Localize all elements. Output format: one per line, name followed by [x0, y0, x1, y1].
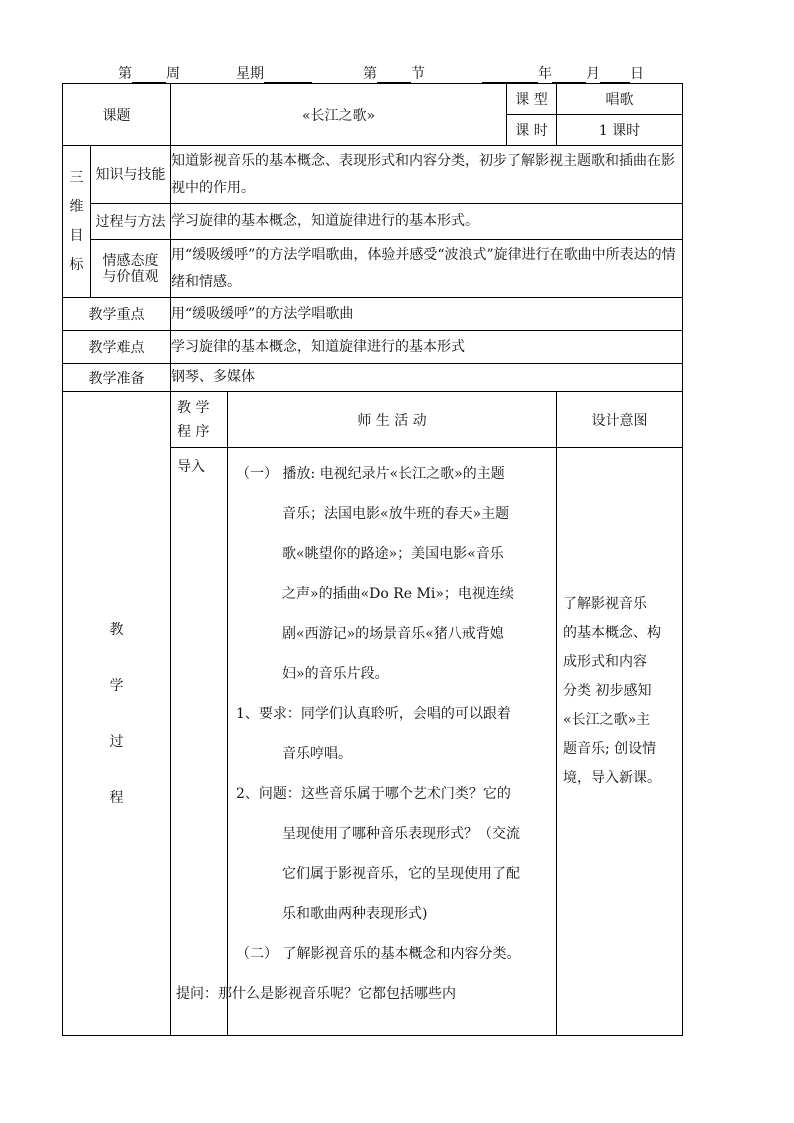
- preparation-label: 教学准备: [63, 364, 171, 392]
- intent-line-7: 境，导入新课。: [563, 770, 662, 786]
- col-step-line1: 教 学: [177, 399, 210, 416]
- topic-row: [63, 84, 683, 115]
- hours-value: 1 课时: [557, 115, 683, 146]
- key-point-text: 用“缓吸缓呼”的方法学唱歌曲: [171, 298, 683, 331]
- week-suffix: 周: [166, 66, 180, 82]
- activity-line-14: 提问：那什么是影视音乐呢？它都包括哪些内: [176, 986, 456, 1002]
- goal-label-emotion-line1: 情感态度: [102, 252, 159, 269]
- goal-row-emotion: [63, 240, 683, 298]
- section-blank: [377, 68, 411, 83]
- section-suffix: 节: [411, 66, 425, 82]
- activity-line-4: 之声»的插曲«Do Re Mi»；电视连续: [282, 586, 514, 602]
- col-intent-header: 设计意图: [557, 392, 683, 448]
- weekday-field: [236, 63, 312, 83]
- activity-line-7: 1、要求：同学们认真聆听，会唱的可以跟着: [236, 706, 511, 722]
- process-char-3: 过: [109, 733, 124, 750]
- hours-label: 课 时: [507, 115, 557, 146]
- process-header-row: [63, 392, 683, 448]
- weekday-blank: [264, 68, 312, 83]
- preparation-row: [63, 364, 683, 392]
- activity-line-2: 音乐；法国电影«放牛班的春天»主题: [282, 506, 510, 522]
- section-prefix: 第: [363, 66, 377, 82]
- topic-label: 课题: [63, 84, 171, 146]
- date-field: [482, 63, 644, 83]
- intent-line-2: 的基本概念、构: [563, 625, 662, 641]
- difficult-point-label: 教学难点: [63, 331, 171, 364]
- day-label: 日: [630, 66, 644, 82]
- activity-line-1: （一） 播放: 电视纪录片«长江之歌»的主题: [236, 466, 505, 482]
- activity-line-6: 妇»的音乐片段。: [282, 666, 389, 682]
- intent-line-6: 题音乐; 创设情: [563, 741, 657, 757]
- intent-line-1: 了解影视音乐: [563, 596, 648, 612]
- activity-line-5: 剧«西游记»的场景音乐«猪八戒背媳: [282, 626, 504, 642]
- intent-line-5: «长江之歌»主: [563, 712, 651, 728]
- intent-line-3: 成形式和内容: [563, 654, 648, 670]
- process-char-2: 学: [109, 677, 124, 694]
- topic-value: «长江之歌»: [171, 84, 507, 146]
- col-activity-header: 师 生 活 动: [228, 392, 557, 448]
- goal-label-process: 过程与方法: [91, 204, 171, 240]
- week-blank: [132, 68, 166, 83]
- difficult-point-row: [63, 331, 683, 364]
- difficult-point-text: 学习旋律的基本概念，知道旋律进行的基本形式: [171, 331, 683, 364]
- step-cell: 导入: [171, 448, 228, 1036]
- section-field: [363, 63, 425, 83]
- weekday-label: 星期: [236, 66, 264, 82]
- goal-label-knowledge: 知识与技能: [91, 146, 171, 204]
- key-point-label: 教学重点: [63, 298, 171, 331]
- col-step-line2: 程 序: [177, 423, 210, 440]
- week-field: [118, 63, 180, 83]
- type-label: 课 型: [507, 84, 557, 115]
- goals-char-1: 三: [69, 169, 84, 186]
- day-blank: [600, 68, 630, 83]
- week-prefix: 第: [118, 66, 132, 82]
- year-blank: [482, 68, 538, 83]
- intent-cell: [557, 448, 683, 1036]
- goal-text-process: 学习旋律的基本概念，知道旋律进行的基本形式。: [171, 204, 683, 240]
- col-step-header: [171, 392, 228, 448]
- year-label: 年: [538, 66, 552, 82]
- process-char-4: 程: [109, 789, 124, 806]
- month-blank: [552, 68, 586, 83]
- process-char-1: 教: [109, 621, 124, 638]
- goal-label-emotion: [91, 240, 171, 298]
- activity-line-3: 歌«眺望你的路途»；美国电影«音乐: [282, 546, 504, 562]
- type-value: 唱歌: [557, 84, 683, 115]
- process-side-label: [63, 392, 171, 1036]
- preparation-text: 钢琴、多媒体: [171, 364, 683, 392]
- goal-text-knowledge: 知道影视音乐的基本概念、表现形式和内容分类，初步了解影视主题歌和插曲在影视中的作用。: [171, 146, 683, 204]
- goal-text-emotion: 用“缓吸缓呼”的方法学唱歌曲，体验并感受“波浪式”旋律进行在歌曲中所表达的情绪和情感。: [171, 240, 683, 298]
- lesson-plan-table: [62, 83, 683, 1036]
- activity-line-11: 它们属于影视音乐，它的呈现使用了配: [282, 866, 520, 882]
- goal-label-emotion-line2: 与价值观: [102, 268, 159, 285]
- goal-row-process: [63, 204, 683, 240]
- intent-line-4: 分类 初步感知: [563, 683, 652, 699]
- goals-group-label: [63, 146, 91, 298]
- goal-row-knowledge: [63, 146, 683, 204]
- goals-char-4: 标: [69, 256, 84, 273]
- activity-line-13: （二） 了解影视音乐的基本概念和内容分类。: [236, 946, 521, 962]
- activity-line-10: 呈现使用了哪种音乐表现形式？（交流: [282, 826, 520, 842]
- goals-char-3: 目: [69, 227, 84, 244]
- month-label: 月: [586, 66, 600, 82]
- activity-line-12: 乐和歌曲两种表现形式): [282, 906, 428, 922]
- activity-line-9: 2、问题：这些音乐属于哪个艺术门类？它的: [236, 786, 511, 802]
- activity-line-8: 音乐哼唱。: [282, 746, 352, 762]
- goals-char-2: 维: [69, 198, 84, 215]
- key-point-row: [63, 298, 683, 331]
